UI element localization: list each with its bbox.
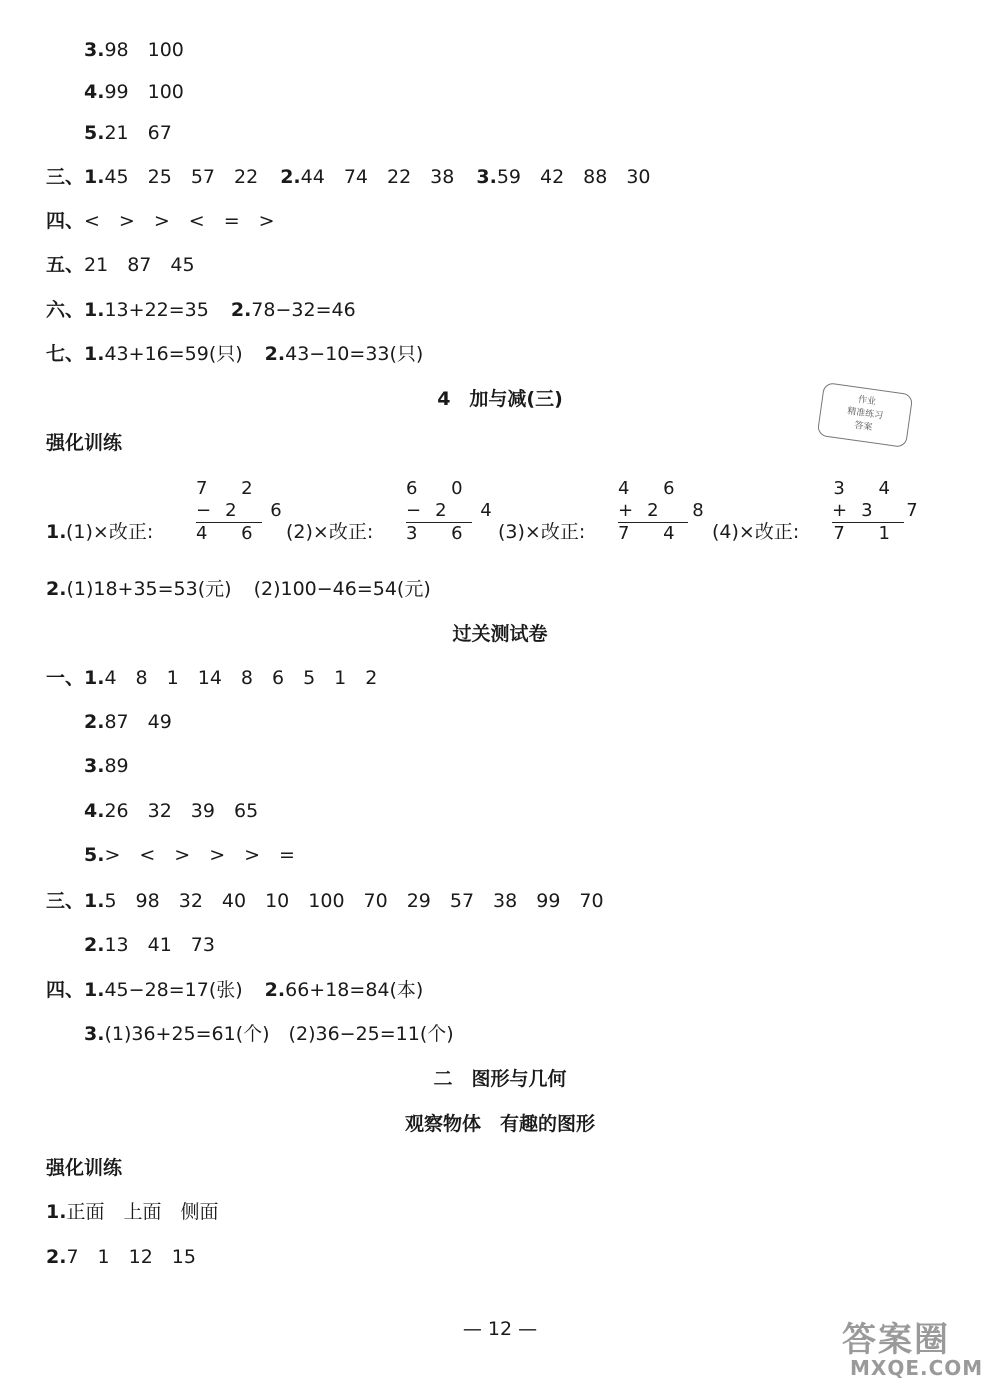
q1-item-3-label: (3)×改正: [498,521,586,543]
section-6-answers: 六、1.13+22=35 2.78−32=46 [46,299,356,321]
test-section-4: 四、1.45−28=17(张) 2.66+18=84(本) [46,979,424,1001]
test-section-3: 三、1.5 98 32 40 10 100 70 29 57 38 99 70 [46,890,604,912]
page-number: — 12 — [462,1318,538,1340]
q1-item-1-label: (1)×改正: [66,521,154,543]
answer-line-3: 3.98 100 [84,39,184,61]
answer-line-5: 5.21 67 [84,122,172,144]
unit-4-title: 4 加与减(三) [437,388,563,410]
section-7-answers: 七、1.43+16=59(只) 2.43−10=33(只) [46,343,424,365]
test-1-line-5: 5.> < > > > = [84,844,295,866]
test-1-line-3: 3.89 [84,755,129,777]
vertical-calc-4: 3 4 +3 7 7 1 [832,478,932,544]
section-subtitle: 观察物体 有趣的图形 [404,1113,595,1135]
test-section-1: 一、1.4 8 1 14 8 6 5 1 2 [46,667,378,689]
test-4-line-3: 3.(1)36+25=61(个) (2)36−25=11(个) [84,1023,454,1045]
stamp-seal: 作业 精准练习 答案 [817,382,914,448]
vertical-calc-3: 4 6 +2 8 7 4 [618,478,718,544]
final-answer-1: 1.正面 上面 侧面 [46,1201,219,1223]
training-title-1: 强化训练 [46,432,123,454]
q1-item-2-label: (2)×改正: [286,521,374,543]
chapter-2-title: 二 图形与几何 [433,1068,567,1090]
training-title-2: 强化训练 [46,1157,123,1179]
test-1-line-2: 2.87 49 [84,711,172,733]
watermark-url: MXQE.COM [850,1356,984,1380]
section-4-answers: 四、< > > < = > [46,210,275,232]
test-title: 过关测试卷 [452,623,548,645]
q1-number: 1. [46,521,67,543]
test-3-line-2: 2.13 41 73 [84,934,215,956]
section-5-answers: 五、21 87 45 [46,254,195,276]
test-1-line-4: 4.26 32 39 65 [84,800,259,822]
q1-item-4-label: (4)×改正: [712,521,800,543]
vertical-calc-1: 7 2 −2 6 4 6 [196,478,296,544]
section-3-answers: 三、1.45 25 57 22 2.44 74 22 38 3.59 42 88 30 [46,166,651,188]
watermark-logo: 答案圈 [842,1320,950,1360]
final-answer-2: 2.7 1 12 15 [46,1246,196,1268]
q2-answers: 2.(1)18+35=53(元) (2)100−46=54(元) [46,578,431,600]
answer-line-4: 4.99 100 [84,81,184,103]
vertical-calc-2: 6 0 −2 4 3 6 [406,478,506,544]
